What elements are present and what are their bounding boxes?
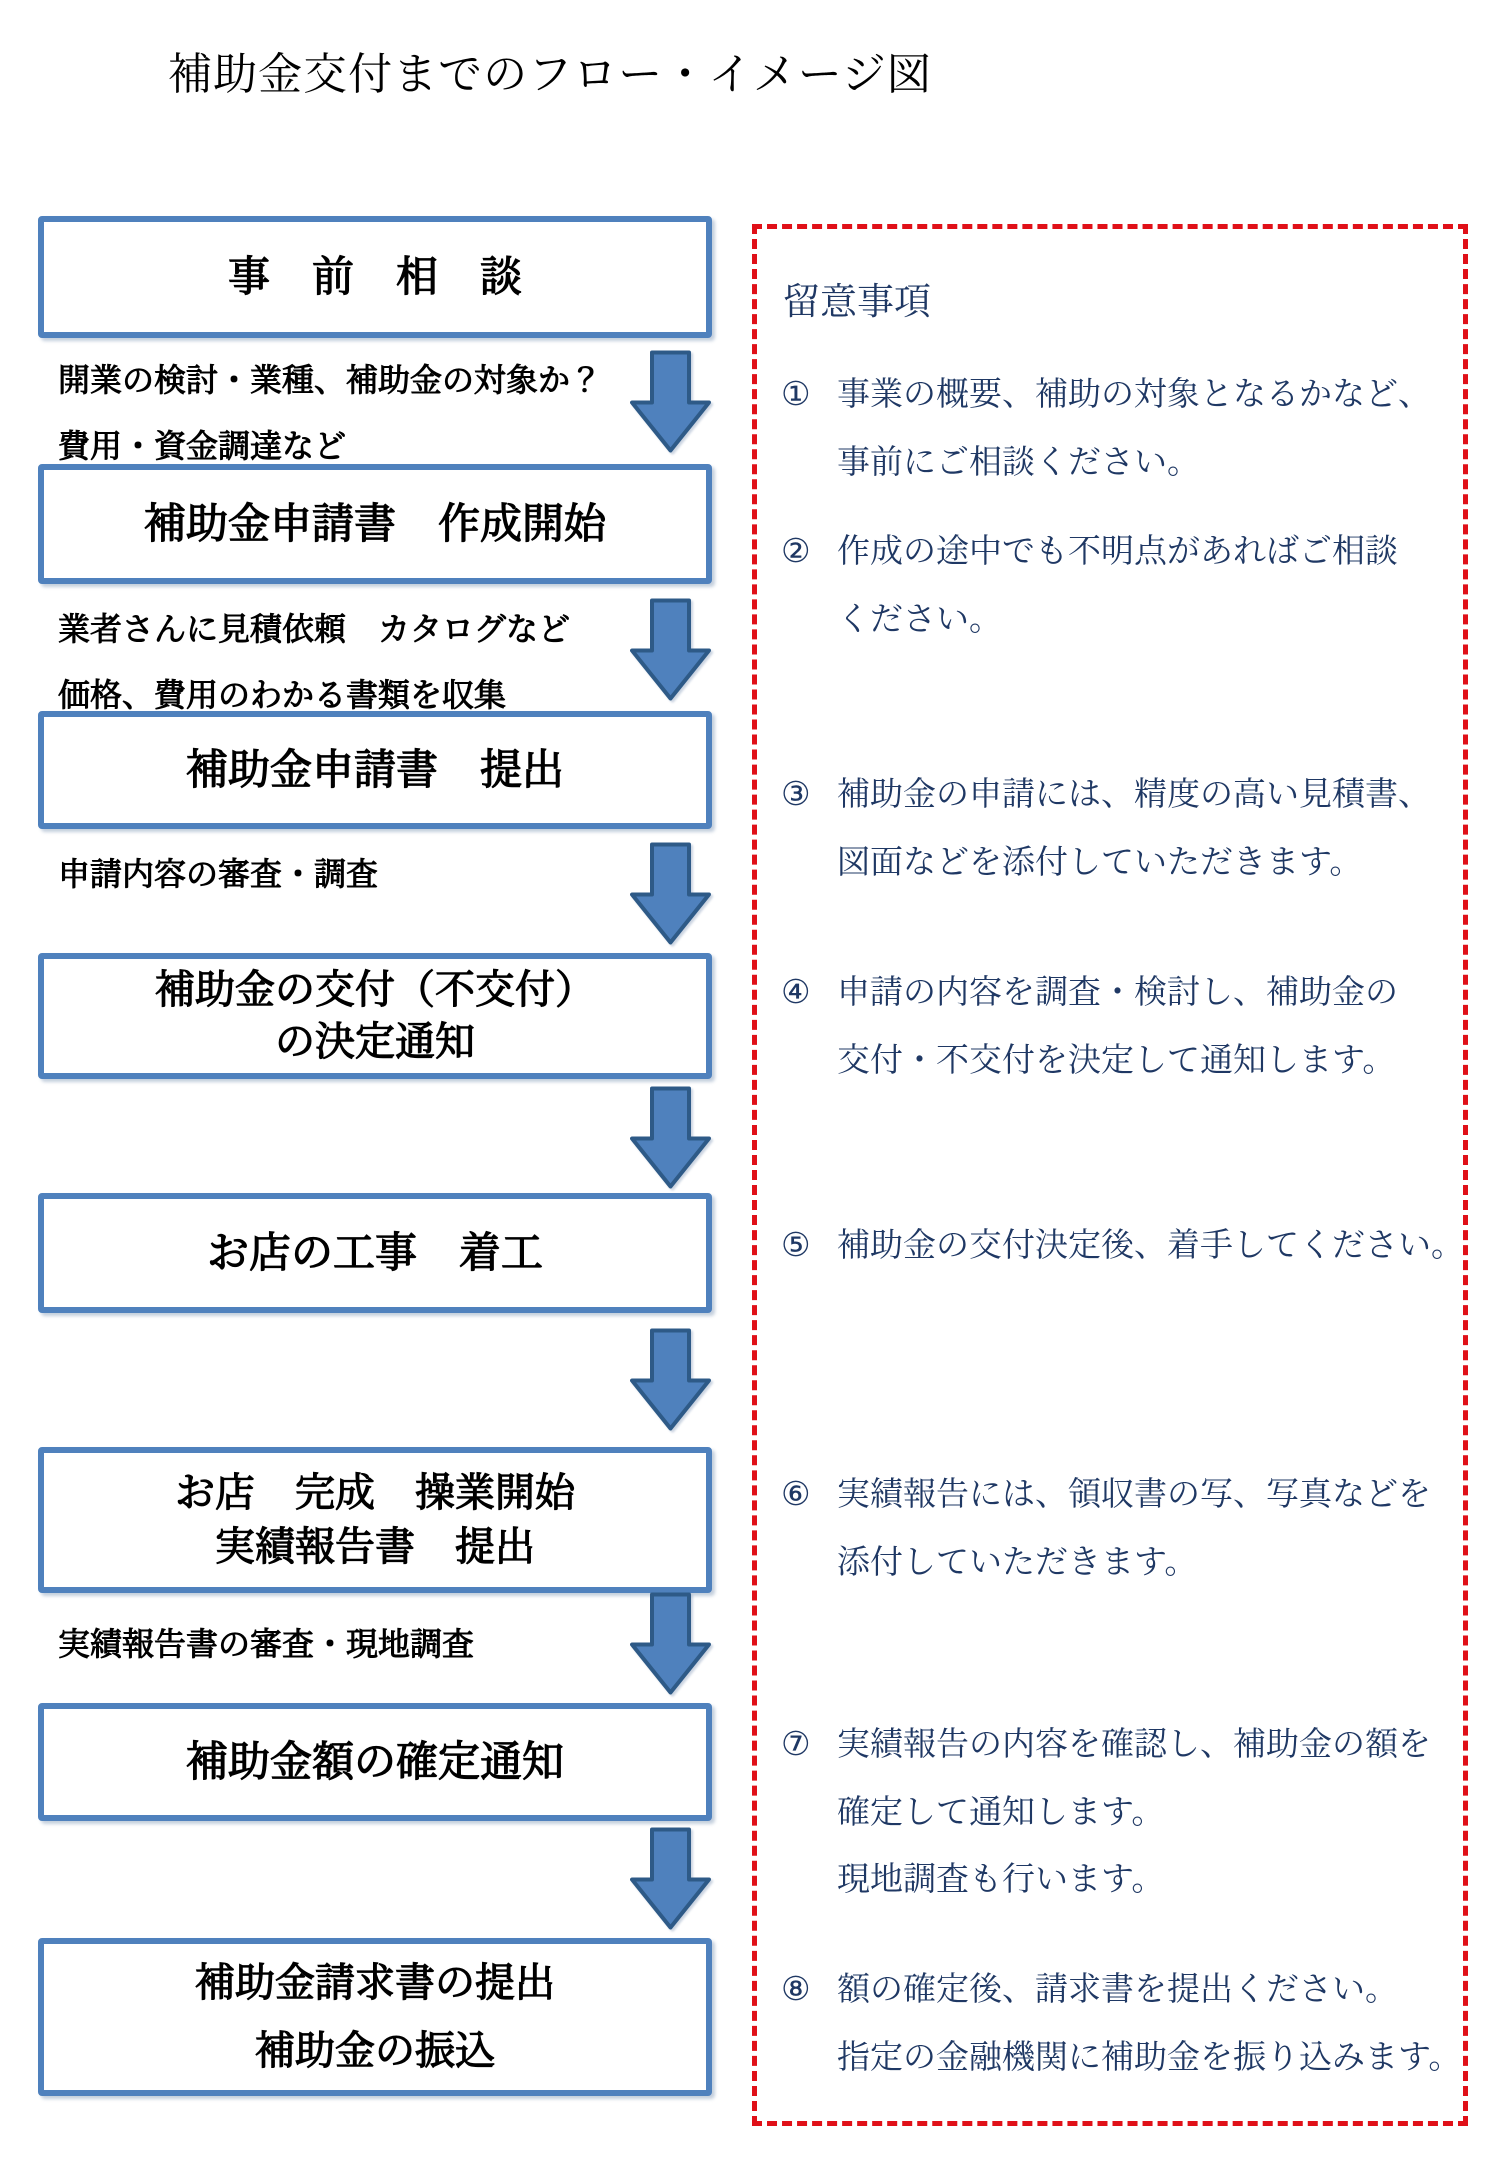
flow-annotation-4: 実績報告書の審査・現地調査: [58, 1626, 475, 1662]
note-item-4: [781, 958, 1449, 1093]
note-item-5: [781, 1211, 1464, 1279]
note-text-7: 実績報告の内容を確認し、補助金の額を 確定して通知します。 現地調査も行います。: [837, 1725, 1431, 1898]
down-arrow-icon: [628, 1328, 713, 1434]
page-title: 補助金交付までのフロー・イメージ図: [168, 50, 932, 99]
down-arrow-icon: [628, 1086, 713, 1192]
note-item-6: [781, 1460, 1449, 1595]
note-item-2: [781, 517, 1449, 652]
flow-step-5-box: お店の工事 着工: [38, 1193, 712, 1313]
note-number-4: ④: [781, 973, 811, 1010]
flow-annotation-3: 申請内容の審査・調査: [58, 856, 379, 892]
note-item-8: [781, 1955, 1462, 2090]
flow-annotation-1: 開業の検討・業種、補助金の対象か？ 費用・資金調達など: [58, 362, 603, 464]
note-number-7: ⑦: [781, 1725, 811, 1762]
flow-step-7-box: 補助金額の確定通知: [38, 1703, 712, 1821]
flow-step-8-box: 補助金請求書の提出 補助金の振込: [38, 1938, 712, 2096]
note-item-1: [781, 360, 1449, 495]
note-number-1: ①: [781, 375, 811, 412]
flow-annotation-2: 業者さんに見積依頼 カタログなど 価格、費用のわかる書類を収集: [58, 611, 571, 713]
note-item-7: [781, 1710, 1449, 1913]
note-number-5: ⑤: [781, 1226, 811, 1263]
note-number-2: ②: [781, 532, 811, 569]
note-text-2: 作成の途中でも不明点があればご相談 ください。: [837, 532, 1398, 637]
down-arrow-icon: [628, 1827, 713, 1933]
down-arrow-icon: [628, 350, 713, 456]
note-text-6: 実績報告には、領収書の写、写真などを 添付していただきます。: [837, 1475, 1431, 1580]
flow-step-4-box: 補助金の交付（不交付） の決定通知: [38, 953, 712, 1079]
flow-step-6-box: お店 完成 操業開始 実績報告書 提出: [38, 1447, 712, 1593]
note-number-3: ③: [781, 775, 811, 812]
note-text-8: 額の確定後、請求書を提出ください。 指定の金融機関に補助金を振り込みます。: [837, 1970, 1462, 2075]
down-arrow-icon: [628, 598, 713, 704]
note-item-3: [781, 760, 1449, 895]
flow-step-2-box: 補助金申請書 作成開始: [38, 464, 712, 584]
down-arrow-icon: [628, 842, 713, 948]
flow-step-3-box: 補助金申請書 提出: [38, 711, 712, 829]
flow-step-1-box: 事 前 相 談: [38, 216, 712, 338]
notes-panel: [752, 224, 1468, 2126]
note-number-6: ⑥: [781, 1475, 811, 1512]
note-text-3: 補助金の申請には、精度の高い見積書、 図面などを添付していただきます。: [837, 775, 1431, 880]
note-number-8: ⑧: [781, 1970, 811, 2007]
note-text-4: 申請の内容を調査・検討し、補助金の 交付・不交付を決定して通知します。: [837, 973, 1398, 1078]
note-text-5: 補助金の交付決定後、着手してください。: [837, 1226, 1464, 1263]
note-text-1: 事業の概要、補助の対象となるかなど、 事前にご相談ください。: [837, 375, 1431, 480]
down-arrow-icon: [628, 1592, 713, 1698]
notes-heading: 留意事項: [783, 281, 931, 322]
